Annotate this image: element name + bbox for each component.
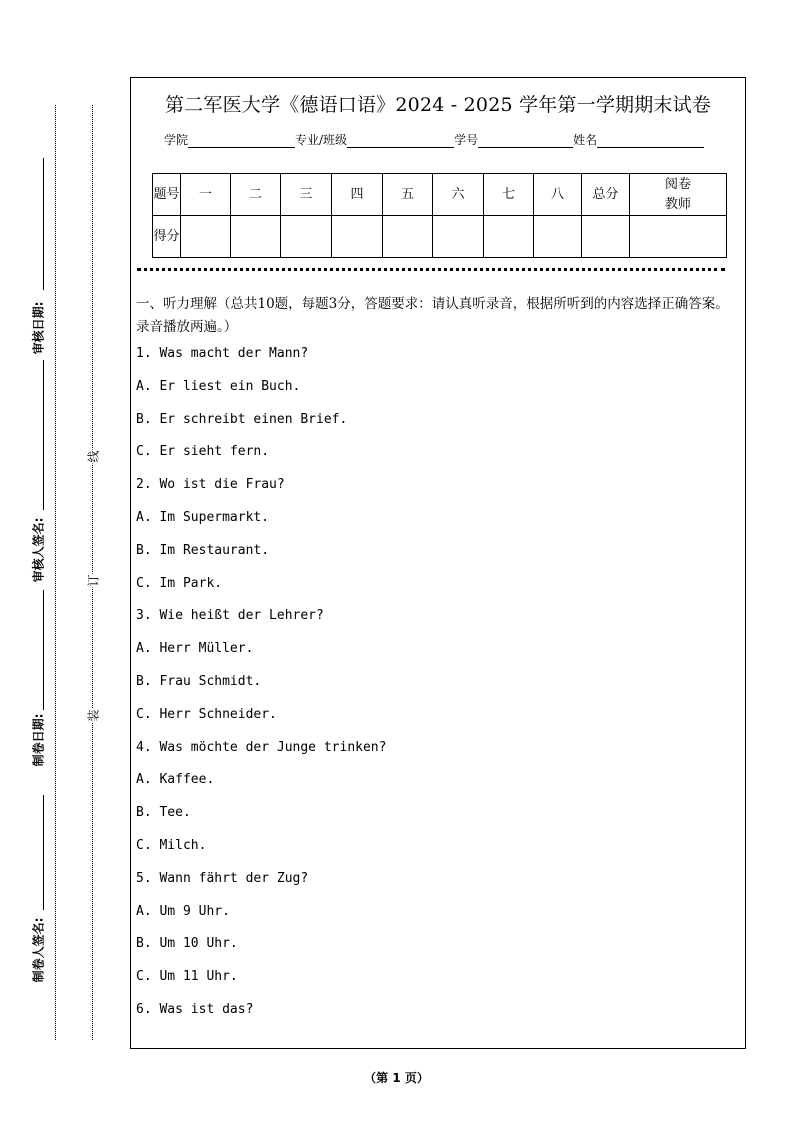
header-cell: 四 (332, 174, 383, 216)
major-class-field[interactable] (347, 134, 454, 148)
option-line: B. Tee. (136, 805, 191, 821)
score-cell[interactable] (534, 216, 582, 258)
question-line: 5. Wann fährt der Zug? (136, 870, 309, 886)
score-cell[interactable] (231, 216, 281, 258)
dotted-separator (137, 268, 725, 271)
option-line: C. Milch. (136, 837, 207, 853)
name-field[interactable] (597, 134, 704, 148)
exam-title: 第二军医大学《德语口语》2024 - 2025 学年第一学期期末试卷 (164, 94, 712, 116)
score-table-score-row (153, 216, 727, 258)
student-info-row (164, 131, 704, 148)
option-line: A. Im Supermarkt. (136, 509, 270, 525)
page-number-footer: （第 1 页） (364, 1071, 429, 1085)
option-line: B. Um 10 Uhr. (136, 936, 238, 952)
student-id-label: 学号 (454, 133, 479, 147)
student-id-field[interactable] (478, 134, 573, 148)
header-cell-question-no: 题号 (153, 174, 181, 216)
binding-char-line: 线 (86, 450, 101, 463)
score-cell[interactable] (281, 216, 332, 258)
option-line: C. Herr Schneider. (136, 706, 277, 722)
header-cell: 一 (181, 174, 231, 216)
option-line: C. Im Park. (136, 575, 223, 591)
question-line: 4. Was möchte der Junge trinken? (136, 739, 387, 755)
row-cell-score: 得分 (153, 216, 181, 258)
score-cell-total[interactable] (582, 216, 630, 258)
header-cell: 六 (433, 174, 484, 216)
reviewer-date-label: 审核日期: (31, 301, 46, 355)
reviewer-signature-line (43, 360, 44, 510)
binding-dotted-line (92, 105, 93, 1040)
name-label: 姓名 (573, 133, 598, 147)
option-line: A. Um 9 Uhr. (136, 903, 230, 919)
binding-char-bind: 装 (86, 709, 101, 722)
header-cell-grader: 阅卷 教师 (630, 174, 727, 216)
maker-signature-line (43, 795, 44, 910)
score-table (152, 173, 727, 258)
binding-char-staple: 订 (86, 574, 101, 587)
header-cell: 二 (231, 174, 281, 216)
header-cell: 五 (383, 174, 433, 216)
major-class-label: 专业/班级 (295, 133, 348, 147)
score-cell[interactable] (383, 216, 433, 258)
maker-signature-label: 制卷人签名: (31, 917, 46, 983)
score-cell[interactable] (181, 216, 231, 258)
question-line: 2. Wo ist die Frau? (136, 477, 285, 493)
question-line: 1. Was macht der Mann? (136, 346, 309, 361)
score-table-header-row (153, 174, 727, 216)
option-line: C. Er sieht fern. (136, 444, 270, 460)
option-line: B. Im Restaurant. (136, 542, 270, 558)
header-cell: 八 (534, 174, 582, 216)
option-line: A. Herr Müller. (136, 641, 254, 657)
college-field[interactable] (188, 134, 295, 148)
maker-date-label: 制卷日期: (31, 713, 46, 767)
section-1-heading: 一、听力理解（总共10题，每题3分，答题要求：请认真听录音，根据所听到的内容选择正确答案。录音播放两遍。） (136, 296, 729, 335)
score-cell[interactable] (484, 216, 534, 258)
reviewer-date-line (43, 158, 44, 290)
maker-date-line (43, 590, 44, 710)
outer-dotted-line (55, 105, 56, 1040)
exam-frame (130, 77, 746, 1049)
header-cell: 七 (484, 174, 534, 216)
option-line: C. Um 11 Uhr. (136, 969, 238, 985)
score-cell[interactable] (332, 216, 383, 258)
question-list (136, 346, 386, 1035)
college-label: 学院 (164, 133, 189, 147)
score-cell[interactable] (433, 216, 484, 258)
option-line: A. Kaffee. (136, 772, 215, 788)
question-line: 3. Wie heißt der Lehrer? (136, 608, 324, 624)
question-line: 6. Was ist das? (136, 1001, 254, 1017)
header-cell-total: 总分 (582, 174, 630, 216)
header-cell: 三 (281, 174, 332, 216)
option-line: B. Frau Schmidt. (136, 673, 262, 689)
option-line: B. Er schreibt einen Brief. (136, 411, 348, 427)
score-cell-grader[interactable] (630, 216, 727, 258)
option-line: A. Er liest ein Buch. (136, 378, 301, 394)
reviewer-signature-label: 审核人签名: (31, 517, 46, 583)
